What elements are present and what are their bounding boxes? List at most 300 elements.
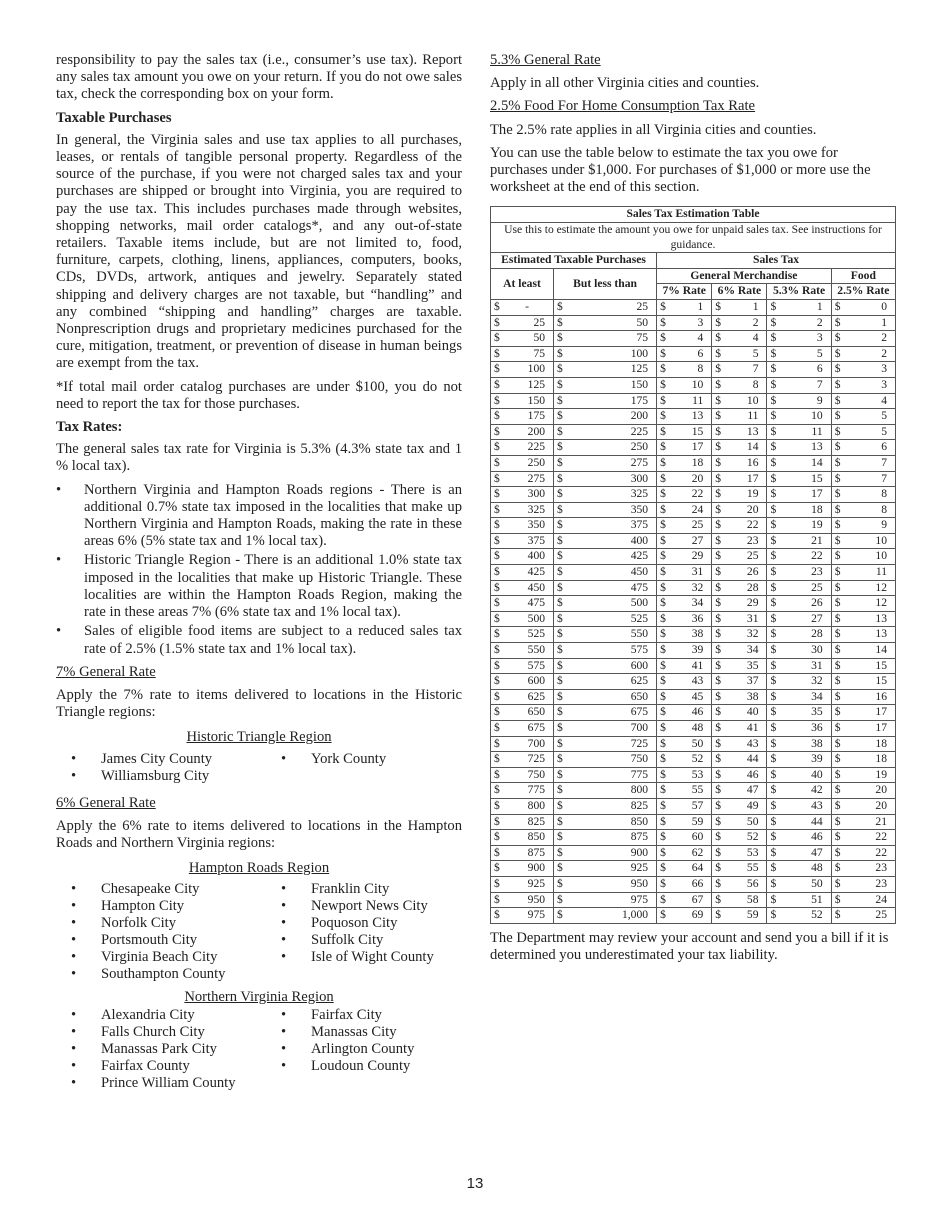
currency-symbol: $	[767, 611, 783, 627]
currency-symbol: $	[712, 798, 728, 814]
table-row	[491, 315, 896, 331]
currency-symbol: $	[491, 845, 507, 861]
currency-symbol: $	[831, 689, 847, 705]
currency-symbol: $	[554, 627, 570, 643]
currency-symbol: $	[831, 393, 847, 409]
table-cell: 400	[569, 533, 657, 549]
table-cell: 100	[569, 346, 657, 362]
table-cell: 1	[727, 299, 767, 315]
currency-symbol: $	[554, 611, 570, 627]
currency-symbol: $	[657, 409, 673, 425]
table-cell: 425	[506, 565, 554, 581]
table-cell: 10	[847, 549, 896, 565]
table-row	[491, 674, 896, 690]
table-cell: 50	[672, 736, 712, 752]
table-cell: 22	[847, 830, 896, 846]
table-row	[491, 346, 896, 362]
rate-bullet-list	[56, 482, 462, 658]
currency-symbol: $	[712, 455, 728, 471]
currency-symbol: $	[767, 705, 783, 721]
currency-symbol: $	[657, 721, 673, 737]
currency-symbol: $	[657, 315, 673, 331]
currency-symbol: $	[657, 643, 673, 659]
table-cell: 53	[727, 845, 767, 861]
currency-symbol: $	[657, 752, 673, 768]
table-cell: 725	[506, 752, 554, 768]
table-cell: 2	[727, 315, 767, 331]
nova-title: Northern Virginia Region	[184, 989, 334, 1006]
currency-symbol: $	[767, 518, 783, 534]
currency-symbol: $	[657, 798, 673, 814]
table-cell: 19	[727, 487, 767, 503]
currency-symbol: $	[831, 331, 847, 347]
table-cell: 34	[727, 643, 767, 659]
currency-symbol: $	[831, 783, 847, 799]
table-row	[491, 611, 896, 627]
currency-symbol: $	[491, 299, 507, 315]
table-cell: 9	[847, 518, 896, 534]
currency-symbol: $	[491, 689, 507, 705]
currency-symbol: $	[657, 767, 673, 783]
currency-symbol: $	[554, 440, 570, 456]
table-cell: 175	[506, 409, 554, 425]
table-cell: 8	[847, 502, 896, 518]
table-row	[491, 471, 896, 487]
table-cell: 250	[506, 455, 554, 471]
currency-symbol: $	[657, 299, 673, 315]
currency-symbol: $	[767, 315, 783, 331]
table-cell: 59	[727, 908, 767, 924]
table-cell: 6	[782, 362, 831, 378]
hampton-list	[56, 881, 462, 983]
table-cell: 2	[782, 315, 831, 331]
currency-symbol: $	[657, 549, 673, 565]
table-row	[491, 596, 896, 612]
table-cell: 22	[727, 518, 767, 534]
table-cell: 975	[569, 892, 657, 908]
table-cell: 12	[847, 596, 896, 612]
currency-symbol: $	[712, 377, 728, 393]
table-cell: 1	[672, 299, 712, 315]
table-cell: 8	[672, 362, 712, 378]
currency-symbol: $	[767, 721, 783, 737]
table-cell: 10	[847, 533, 896, 549]
currency-symbol: $	[712, 409, 728, 425]
list-item: • Hampton City	[71, 898, 185, 915]
table-cell: 38	[672, 627, 712, 643]
intro-paragraph: responsibility to pay the sales tax (i.e., consumer’s use tax). Report any sales tax amount you owe on your return. If you do not owe sales tax, check the corresponding box on your form.	[56, 52, 462, 103]
table-cell: 325	[569, 487, 657, 503]
table-cell: 19	[782, 518, 831, 534]
rate-bullet: • Sales of eligible food items are subject to a reduced sales tax rate of 2.5% (1.5% state tax and 1% local tax).	[56, 623, 462, 657]
currency-symbol: $	[767, 471, 783, 487]
table-cell: 29	[727, 596, 767, 612]
currency-symbol: $	[712, 549, 728, 565]
table-cell: 375	[569, 518, 657, 534]
table-cell: 250	[569, 440, 657, 456]
currency-symbol: $	[831, 892, 847, 908]
currency-symbol: $	[831, 502, 847, 518]
table-cell: 225	[569, 424, 657, 440]
table-cell: 825	[506, 814, 554, 830]
table-cell: 18	[847, 752, 896, 768]
currency-symbol: $	[767, 346, 783, 362]
table-row	[491, 798, 896, 814]
table-cell: 39	[672, 643, 712, 659]
currency-symbol: $	[491, 798, 507, 814]
table-row	[491, 565, 896, 581]
table-cell: 55	[727, 861, 767, 877]
currency-symbol: $	[767, 643, 783, 659]
list-item: • Norfolk City	[71, 915, 176, 932]
currency-symbol: $	[657, 783, 673, 799]
table-cell: 16	[847, 689, 896, 705]
table-row	[491, 299, 896, 315]
currency-symbol: $	[831, 814, 847, 830]
currency-symbol: $	[767, 377, 783, 393]
table-cell: 31	[782, 658, 831, 674]
table-cell: 1,000	[569, 908, 657, 924]
table-subtitle: Use this to estimate the amount you owe for unpaid sales tax. See instructions for guidance.	[491, 223, 896, 253]
currency-symbol: $	[712, 424, 728, 440]
currency-symbol: $	[657, 565, 673, 581]
currency-symbol: $	[554, 487, 570, 503]
table-cell: 20	[847, 783, 896, 799]
table-cell: 27	[782, 611, 831, 627]
table-cell: 50	[506, 331, 554, 347]
table-cell: 22	[672, 487, 712, 503]
table-cell: 13	[727, 424, 767, 440]
list-item: • Fairfax City	[281, 1006, 382, 1023]
table-cell: 2	[847, 331, 896, 347]
currency-symbol: $	[657, 845, 673, 861]
currency-symbol: $	[554, 362, 570, 378]
currency-symbol: $	[554, 533, 570, 549]
table-row	[491, 409, 896, 425]
table-cell: 925	[506, 876, 554, 892]
table-cell: 300	[506, 487, 554, 503]
table-cell: 450	[569, 565, 657, 581]
table-cell: 575	[506, 658, 554, 674]
currency-symbol: $	[831, 845, 847, 861]
currency-symbol: $	[491, 814, 507, 830]
table-cell: 7	[847, 455, 896, 471]
table-cell: 0	[847, 299, 896, 315]
taxable-paragraph: In general, the Virginia sales and use tax applies to all purchases, leases, or rentals of tangible personal property. Regardless of the source of the purchase, if you were not charged sales tax and your purchases are shipped or brought into Virginia, you are required to pay the use tax. This includes purchases made through websites, shopping networks, mail order catalogs*, and any out-of-state retailers. Taxable items include, but are not limited to, food, furniture, carpets, clothing, linens, appliances, computers, books, CDs, DVDs, artwork, antiques and jewelry. Separately stated shipping and delivery charges are not taxable, but “handling” and any combined “shipping and handling” charges are taxable. Nonprescription drugs and proprietary medicines purchased for the cure, mitigation, treatment, or prevention of disease in human beings are exempt from the tax.	[56, 131, 462, 372]
table-cell: 275	[569, 455, 657, 471]
table-cell: 825	[569, 798, 657, 814]
currency-symbol: $	[712, 892, 728, 908]
currency-symbol: $	[491, 752, 507, 768]
currency-symbol: $	[712, 689, 728, 705]
currency-symbol: $	[767, 783, 783, 799]
table-cell: 47	[727, 783, 767, 799]
table-cell: 23	[847, 876, 896, 892]
currency-symbol: $	[657, 689, 673, 705]
currency-symbol: $	[767, 627, 783, 643]
table-cell: 21	[782, 533, 831, 549]
list-item: • Arlington County	[281, 1040, 415, 1057]
currency-symbol: $	[657, 627, 673, 643]
currency-symbol: $	[712, 736, 728, 752]
currency-symbol: $	[491, 736, 507, 752]
food-title: 2.5% Food For Home Consumption Tax Rate	[490, 98, 756, 115]
table-row	[491, 487, 896, 503]
currency-symbol: $	[712, 580, 728, 596]
currency-symbol: $	[554, 455, 570, 471]
currency-symbol: $	[657, 580, 673, 596]
list-item: • York County	[281, 750, 387, 767]
currency-symbol: $	[491, 721, 507, 737]
currency-symbol: $	[831, 580, 847, 596]
table-cell: 19	[847, 767, 896, 783]
table-row	[491, 908, 896, 924]
currency-symbol: $	[712, 861, 728, 877]
currency-symbol: $	[767, 845, 783, 861]
currency-symbol: $	[831, 487, 847, 503]
table-row	[491, 830, 896, 846]
table-cell: 64	[672, 861, 712, 877]
currency-symbol: $	[657, 876, 673, 892]
currency-symbol: $	[491, 643, 507, 659]
table-row	[491, 331, 896, 347]
table-cell: 31	[727, 611, 767, 627]
table-cell: 725	[569, 736, 657, 752]
currency-symbol: $	[831, 721, 847, 737]
table-cell: 13	[847, 627, 896, 643]
table-cell: 875	[506, 845, 554, 861]
table-cell: 39	[782, 752, 831, 768]
hampton-title: Hampton Roads Region	[188, 860, 330, 877]
table-cell: 775	[506, 783, 554, 799]
currency-symbol: $	[491, 549, 507, 565]
currency-symbol: $	[831, 565, 847, 581]
rate7-text: Apply the 7% rate to items delivered to locations in the Historic Triangle regions:	[56, 686, 462, 721]
currency-symbol: $	[491, 455, 507, 471]
list-item: • Poquoson City	[281, 915, 398, 932]
table-cell: 52	[782, 908, 831, 924]
currency-symbol: $	[554, 783, 570, 799]
table-cell: 75	[506, 346, 554, 362]
currency-symbol: $	[554, 331, 570, 347]
currency-symbol: $	[712, 845, 728, 861]
table-row	[491, 845, 896, 861]
list-item: • Southampton County	[71, 966, 226, 983]
currency-symbol: $	[491, 409, 507, 425]
footnote: *If total mail order catalog purchases are under $100, you do not need to report the tax for those purchases.	[56, 378, 462, 412]
table-cell: 4	[847, 393, 896, 409]
table-cell: 300	[569, 471, 657, 487]
table-cell: 29	[672, 549, 712, 565]
currency-symbol: $	[767, 908, 783, 924]
currency-symbol: $	[491, 471, 507, 487]
table-cell: 45	[672, 689, 712, 705]
table-cell: 10	[727, 393, 767, 409]
currency-symbol: $	[491, 596, 507, 612]
table-cell: 22	[847, 845, 896, 861]
table-cell: 44	[727, 752, 767, 768]
table-title: Sales Tax Estimation Table	[491, 207, 896, 223]
table-cell: 36	[782, 721, 831, 737]
currency-symbol: $	[767, 580, 783, 596]
table-cell: 50	[569, 315, 657, 331]
table-cell: 43	[782, 798, 831, 814]
list-item: • Prince William County	[71, 1074, 236, 1091]
table-cell: 975	[506, 908, 554, 924]
currency-symbol: $	[554, 518, 570, 534]
currency-symbol: $	[491, 331, 507, 347]
historic-title: Historic Triangle Region	[186, 729, 332, 746]
table-cell: 850	[506, 830, 554, 846]
currency-symbol: $	[767, 440, 783, 456]
table-cell: 650	[569, 689, 657, 705]
currency-symbol: $	[554, 580, 570, 596]
table-cell: 11	[727, 409, 767, 425]
currency-symbol: $	[767, 674, 783, 690]
currency-symbol: $	[712, 752, 728, 768]
list-item: • Franklin City	[281, 881, 390, 898]
currency-symbol: $	[657, 674, 673, 690]
currency-symbol: $	[831, 315, 847, 331]
currency-symbol: $	[554, 908, 570, 924]
currency-symbol: $	[712, 440, 728, 456]
currency-symbol: $	[554, 377, 570, 393]
table-cell: 4	[727, 331, 767, 347]
table-row	[491, 783, 896, 799]
currency-symbol: $	[712, 767, 728, 783]
currency-symbol: $	[831, 674, 847, 690]
list-item: • Virginia Beach City	[71, 949, 218, 966]
list-item: • Williamsburg City	[71, 767, 210, 784]
table-cell: 350	[569, 502, 657, 518]
currency-symbol: $	[831, 596, 847, 612]
currency-symbol: $	[831, 362, 847, 378]
currency-symbol: $	[831, 471, 847, 487]
table-cell: 15	[672, 424, 712, 440]
table-cell: 5	[847, 424, 896, 440]
currency-symbol: $	[767, 861, 783, 877]
table-row	[491, 643, 896, 659]
currency-symbol: $	[491, 783, 507, 799]
header-6-rate: 6% Rate	[712, 284, 767, 300]
currency-symbol: $	[491, 377, 507, 393]
currency-symbol: $	[554, 689, 570, 705]
table-cell: 25	[782, 580, 831, 596]
table-cell: 625	[506, 689, 554, 705]
table-cell: 675	[506, 721, 554, 737]
table-row	[491, 876, 896, 892]
taxable-heading: Taxable Purchases	[56, 109, 172, 126]
currency-symbol: $	[767, 736, 783, 752]
currency-symbol: $	[554, 767, 570, 783]
table-cell: 925	[569, 861, 657, 877]
table-cell: 500	[506, 611, 554, 627]
table-cell: 875	[569, 830, 657, 846]
currency-symbol: $	[712, 533, 728, 549]
table-row	[491, 440, 896, 456]
currency-symbol: $	[831, 658, 847, 674]
table-row	[491, 689, 896, 705]
table-cell: 67	[672, 892, 712, 908]
rate6-title: 6% General Rate	[56, 794, 156, 811]
table-cell: 950	[569, 876, 657, 892]
currency-symbol: $	[712, 487, 728, 503]
currency-symbol: $	[712, 674, 728, 690]
table-cell: 150	[569, 377, 657, 393]
currency-symbol: $	[554, 393, 570, 409]
currency-symbol: $	[712, 299, 728, 315]
table-cell: 13	[847, 611, 896, 627]
table-cell: 600	[506, 674, 554, 690]
currency-symbol: $	[554, 674, 570, 690]
currency-symbol: $	[712, 346, 728, 362]
currency-symbol: $	[657, 362, 673, 378]
table-cell: 32	[782, 674, 831, 690]
header-purchases: Estimated Taxable Purchases	[491, 253, 657, 269]
table-row	[491, 455, 896, 471]
currency-symbol: $	[712, 596, 728, 612]
currency-symbol: $	[831, 346, 847, 362]
table-row	[491, 377, 896, 393]
table-cell: 7	[847, 471, 896, 487]
table-cell: 700	[506, 736, 554, 752]
table-cell: 18	[672, 455, 712, 471]
table-cell: 775	[569, 767, 657, 783]
table-cell: 900	[506, 861, 554, 877]
table-cell: 21	[847, 814, 896, 830]
table-cell: 23	[727, 533, 767, 549]
table-cell: 475	[569, 580, 657, 596]
currency-symbol: $	[554, 845, 570, 861]
table-cell: 50	[782, 876, 831, 892]
table-row	[491, 658, 896, 674]
currency-symbol: $	[554, 424, 570, 440]
currency-symbol: $	[831, 549, 847, 565]
list-item: • Alexandria City	[71, 1006, 195, 1023]
currency-symbol: $	[767, 596, 783, 612]
currency-symbol: $	[712, 721, 728, 737]
currency-symbol: $	[831, 611, 847, 627]
table-cell: 40	[782, 767, 831, 783]
table-cell: 750	[569, 752, 657, 768]
currency-symbol: $	[831, 643, 847, 659]
table-cell: 25	[506, 315, 554, 331]
table-cell: 550	[569, 627, 657, 643]
table-cell: 41	[727, 721, 767, 737]
table-cell: 8	[727, 377, 767, 393]
currency-symbol: $	[767, 752, 783, 768]
table-cell: 20	[847, 798, 896, 814]
currency-symbol: $	[767, 549, 783, 565]
currency-symbol: $	[712, 502, 728, 518]
currency-symbol: $	[491, 533, 507, 549]
currency-symbol: $	[657, 393, 673, 409]
currency-symbol: $	[657, 424, 673, 440]
table-cell: 23	[782, 565, 831, 581]
table-cell: 125	[569, 362, 657, 378]
currency-symbol: $	[657, 861, 673, 877]
table-cell: 800	[506, 798, 554, 814]
currency-symbol: $	[491, 518, 507, 534]
table-cell: 575	[569, 643, 657, 659]
left-column	[56, 52, 462, 1098]
table-cell: 15	[847, 658, 896, 674]
table-cell: 26	[782, 596, 831, 612]
table-cell: 200	[506, 424, 554, 440]
currency-symbol: $	[831, 299, 847, 315]
sales-tax-table	[490, 206, 896, 923]
currency-symbol: $	[712, 908, 728, 924]
